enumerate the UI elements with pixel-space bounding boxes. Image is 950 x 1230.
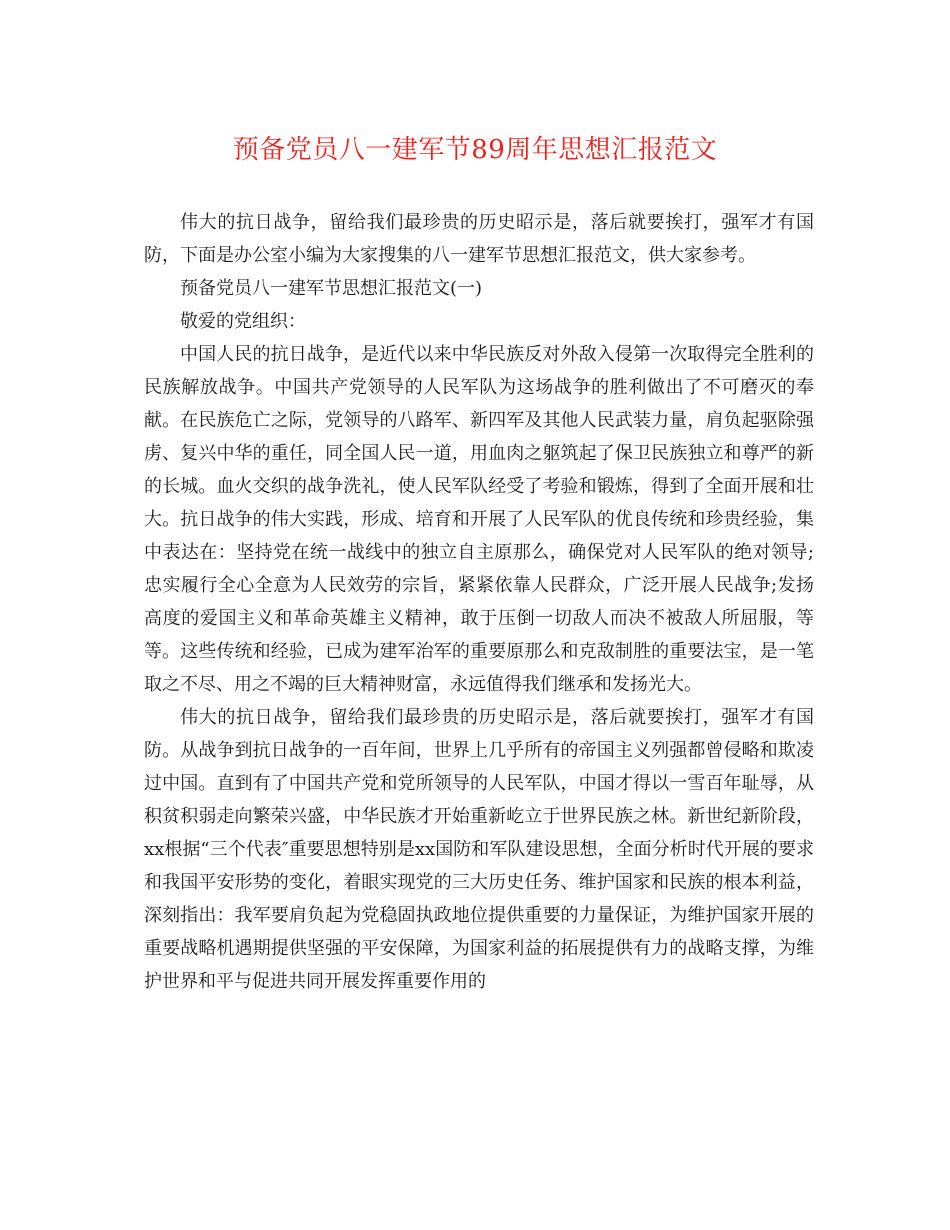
body-paragraph: 中国人民的抗日战争，是近代以来中华民族反对外敌入侵第一次取得完全胜利的民族解放战争。中国共产党领导的人民军队为这场战争的胜利做出了不可磨灭的奉献。在民族危亡之际，党领导的八路军、新四军及其他人民武装力量，肩负起驱除强虏、复兴中华的重任，同全国人民一道，用血肉之躯筑起了保卫民族独立和尊严的新的长城。血火交织的战争洗礼，使人民军队经受了考验和锻炼，得到了全面开展和壮大。抗日战争的伟大实践，形成、培育和开展了人民军队的优良传统和珍贵经验，集中表达在：坚持党在统一战线中的独立自主原那么，确保党对人民军队的绝对领导;忠实履行全心全意为人民效劳的宗旨，紧紧依靠人民群众，广泛开展人民战争;发扬高度的爱国主义和革命英雄主义精神，敢于压倒一切敌人而决不被敌人所屈服，等等。这些传统和经验，已成为建军治军的重要原那么和克敌制胜的重要法宝，是一笔取之不尽、用之不竭的巨大精神财富，永远值得我们继承和发扬光大。 [144,344,814,695]
document-body [144,206,814,998]
section-heading: 预备党员八一建军节思想汇报范文(一) [180,278,483,299]
body-paragraph: 伟大的抗日战争，留给我们最珍贵的历史昭示是，落后就要挨打，强军才有国防。从战争到抗日战争的一百年间，世界上几乎所有的帝国主义列强都曾侵略和欺凌过中国。直到有了中国共产党和党所领导的人民军队，中国才得以一雪百年耻辱，从积贫积弱走向繁荣兴盛，中华民族才开始重新屹立于世界民族之林。新世纪新阶段，xx根据“三个代表″重要思想特别是xx国防和军队建设思想，全面分析时代开展的要求和我国平安形势的变化，着眼实现党的三大历史任务、维护国家和民族的根本利益，深刻指出：我军要肩负起为党稳固执政地位提供重要的力量保证，为维护国家开展的重要战略机遇期提供坚强的平安保障，为国家利益的拓展提供有力的战略支撑，为维护世界和平与促进共同开展发挥重要作用的 [144,707,814,992]
intro-paragraph: 伟大的抗日战争，留给我们最珍贵的历史昭示是，落后就要挨打，强军才有国防，下面是办公室小编为大家搜集的八一建军节思想汇报范文，供大家参考。 [144,212,814,266]
document-title: 预备党员八一建军节89周年思想汇报范文 [232,135,718,165]
salutation: 敬爱的党组织： [180,311,306,332]
